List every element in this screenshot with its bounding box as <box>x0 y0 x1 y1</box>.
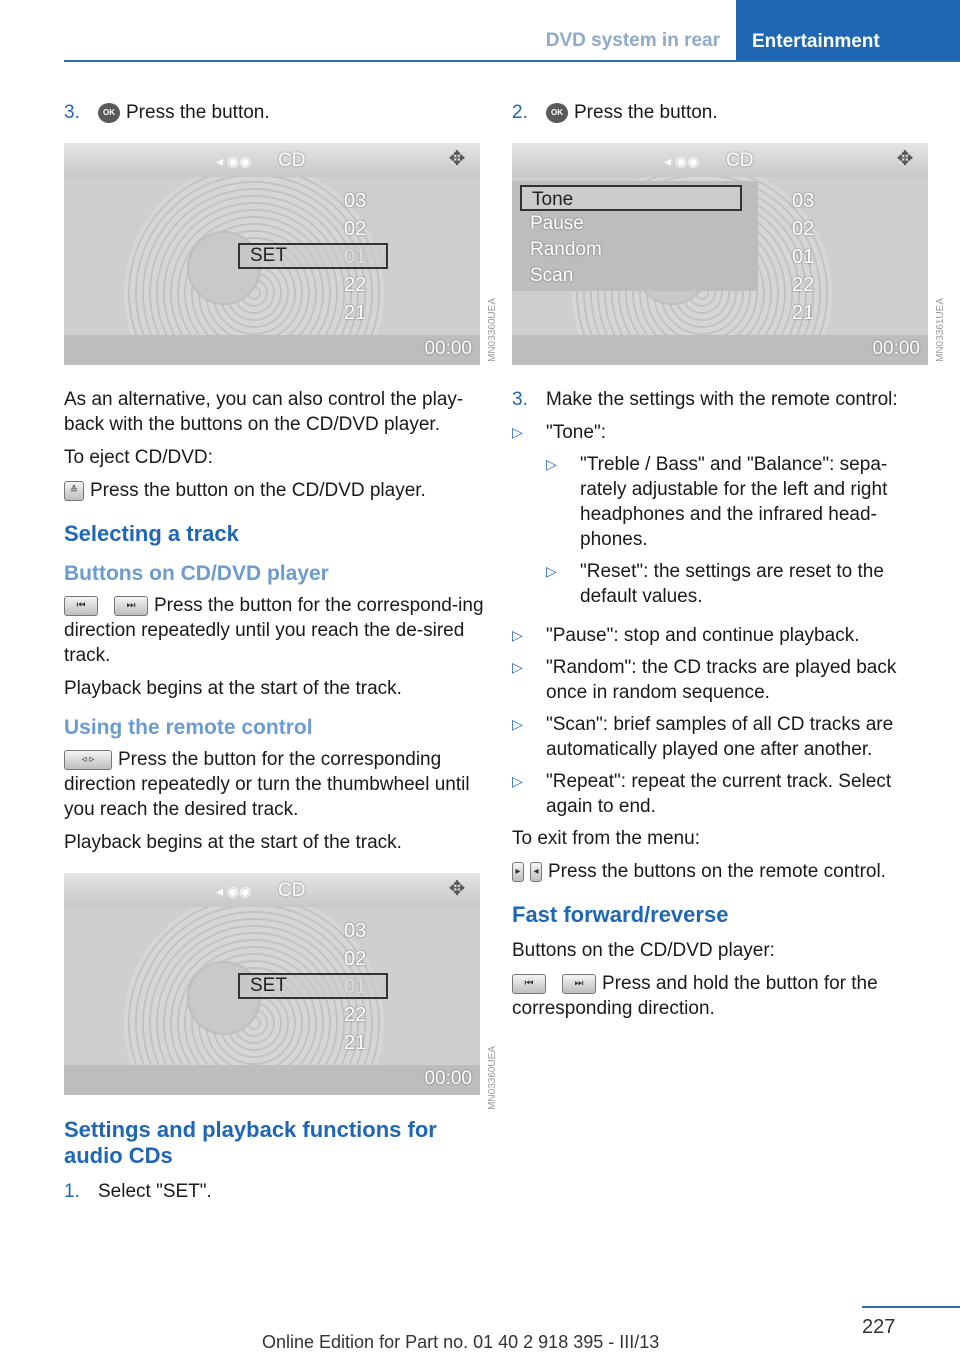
exit-label: To exit from the menu: <box>512 828 700 849</box>
cd-screen-2 <box>64 873 480 1095</box>
navigation-icon: ✥ <box>448 148 466 170</box>
playback-note: Playback begins at the start of the track. <box>64 832 402 853</box>
step-number: 3. <box>512 389 528 410</box>
step-number: 3. <box>64 102 80 123</box>
arrow-left-icon: ◂ ◉◉ <box>216 883 252 899</box>
list-item <box>512 655 922 705</box>
header-chapter-tab: Entertainment <box>736 0 960 62</box>
triangle-bullet-icon: ▷ <box>512 424 523 440</box>
eject-instruction <box>64 478 484 503</box>
menu-item-scan: Scan <box>530 265 574 286</box>
page-number: 227 <box>862 1316 896 1338</box>
screen-bottombar <box>512 335 928 365</box>
footer-rule <box>862 1306 960 1308</box>
remote-left-icon: ◂ <box>530 862 542 882</box>
heading-remote-control: Using the remote control <box>64 716 313 739</box>
list-item-text: "Repeat": repeat the current track. Select again to end. <box>546 771 892 817</box>
skip-back-icon: ⏮ <box>512 974 546 994</box>
alternative-paragraph: As an alternative, you can also control the play-back with the buttons on the CD/DVD player. <box>64 389 464 435</box>
source-label: CD <box>278 880 306 901</box>
track-list <box>792 187 814 327</box>
track-number: 01 <box>792 246 815 268</box>
tone-sublist <box>546 452 922 609</box>
triangle-bullet-icon: ▷ <box>512 716 523 732</box>
eject-icon: ≙ <box>64 481 84 501</box>
remote-arrows-icon: ◃ ▹ <box>64 750 112 770</box>
image-code: MN03361UEA <box>935 298 946 362</box>
screen-bottombar <box>64 1065 480 1095</box>
screen-topbar <box>64 143 480 177</box>
eject-label: To eject CD/DVD: <box>64 447 213 468</box>
screen-bottombar <box>64 335 480 365</box>
track-number: 22 <box>344 1004 367 1026</box>
source-label: CD <box>278 150 306 171</box>
cd-screen-1 <box>64 143 480 365</box>
header-section-title: DVD system in rear <box>545 30 720 51</box>
step-number: 1. <box>64 1181 80 1202</box>
track-number: 03 <box>792 190 815 212</box>
navigation-icon: ✥ <box>896 148 914 170</box>
screen-topbar <box>64 873 480 907</box>
menu-item-pause: Pause <box>530 213 584 234</box>
triangle-bullet-icon: ▷ <box>512 773 523 789</box>
buttons-text: Press the button for the correspond-ing direction repeatedly until you reach the de-sired track. <box>64 595 484 666</box>
step-number: 2. <box>512 102 528 123</box>
ff-instruction <box>512 971 922 1021</box>
set-menu-item: SET <box>238 243 388 269</box>
list-item-text: "Pause": stop and continue playback. <box>546 625 860 646</box>
step-text: Make the settings with the remote control: <box>546 389 898 410</box>
time-display: 00:00 <box>424 338 472 359</box>
remote-right-icon: ▸ <box>512 862 524 882</box>
track-number: 02 <box>344 948 367 970</box>
list-item-text: "Random": the CD tracks are played back once in random sequence. <box>546 657 897 703</box>
time-display: 00:00 <box>424 1068 472 1089</box>
playback-note: Playback begins at the start of the track. <box>64 678 402 699</box>
list-item-text: "Tone": <box>546 422 606 443</box>
ff-text: Press and hold the button for the corresponding direction. <box>512 973 878 1019</box>
source-label: CD <box>726 150 754 171</box>
cd-menu-screen <box>512 143 928 365</box>
step-3-right <box>512 387 922 412</box>
list-item-text: "Scan": brief samples of all CD tracks are automatically played one after another. <box>546 714 894 760</box>
ok-button-icon: OK <box>98 103 120 123</box>
track-number: 22 <box>344 274 367 296</box>
track-number: 02 <box>792 218 815 240</box>
track-number: 21 <box>344 302 367 324</box>
triangle-bullet-icon: ▷ <box>512 659 523 675</box>
triangle-bullet-icon: ▷ <box>546 456 557 472</box>
list-item <box>546 452 922 552</box>
settings-list <box>512 420 922 819</box>
step-2 <box>512 100 922 125</box>
skip-forward-icon: ⏭ <box>562 974 596 994</box>
triangle-bullet-icon: ▷ <box>546 563 557 579</box>
exit-text: Press the buttons on the remote control. <box>548 861 886 882</box>
list-item <box>512 623 922 648</box>
remote-paragraph <box>64 747 484 822</box>
header-rule <box>64 60 960 62</box>
step-1 <box>64 1179 484 1204</box>
list-item <box>512 769 922 819</box>
list-item-text: "Treble / Bass" and "Balance": sepa-rately adjustable for the left and right headphones and the infrared head-phones. <box>580 454 888 550</box>
list-item <box>512 420 922 616</box>
menu-item-random: Random <box>530 239 602 260</box>
exit-instruction <box>512 859 922 884</box>
step-3-left <box>64 100 484 125</box>
menu-item-tone: Tone <box>520 185 742 211</box>
track-number: 03 <box>344 920 367 942</box>
remote-text: Press the button for the corresponding direction repeatedly or turn the thumbwheel until you reach the desired track. <box>64 749 470 820</box>
step-text: Select "SET". <box>98 1181 212 1202</box>
step-text: Press the button. <box>126 102 270 123</box>
settings-menu <box>512 181 758 291</box>
list-item <box>546 559 922 609</box>
set-menu-item: SET <box>238 973 388 999</box>
skip-forward-icon: ⏭ <box>114 596 148 616</box>
buttons-paragraph <box>64 593 484 668</box>
image-code: MN03360UEA <box>487 298 498 362</box>
heading-fast-forward: Fast forward/reverse <box>512 902 729 927</box>
step-text: Press the button. <box>574 102 718 123</box>
ok-button-icon: OK <box>546 103 568 123</box>
list-item <box>512 712 922 762</box>
track-number: 22 <box>792 274 815 296</box>
eject-text: Press the button on the CD/DVD player. <box>90 480 426 501</box>
right-column <box>512 100 922 1029</box>
heading-settings-playback: Settings and playback functions for audio CDs <box>64 1117 437 1168</box>
image-code: MN03360UEA <box>487 1046 498 1110</box>
page-header <box>0 0 960 62</box>
triangle-bullet-icon: ▷ <box>512 627 523 643</box>
heading-buttons-player: Buttons on CD/DVD player <box>64 562 329 585</box>
left-column <box>64 100 484 1212</box>
arrow-left-icon: ◂ ◉◉ <box>216 153 252 169</box>
time-display: 00:00 <box>872 338 920 359</box>
track-number: 21 <box>344 1032 367 1054</box>
track-number: 21 <box>792 302 815 324</box>
arrow-left-icon: ◂ ◉◉ <box>664 153 700 169</box>
ff-label: Buttons on the CD/DVD player: <box>512 940 775 961</box>
screen-topbar <box>512 143 928 177</box>
track-number: 03 <box>344 190 367 212</box>
list-item-text: "Reset": the settings are reset to the default values. <box>580 561 884 607</box>
skip-back-icon: ⏮ <box>64 596 98 616</box>
navigation-icon: ✥ <box>448 878 466 900</box>
footer-edition: Online Edition for Part no. 01 40 2 918 395 - III/13 <box>262 1332 660 1352</box>
heading-selecting-track: Selecting a track <box>64 521 239 546</box>
track-number: 02 <box>344 218 367 240</box>
